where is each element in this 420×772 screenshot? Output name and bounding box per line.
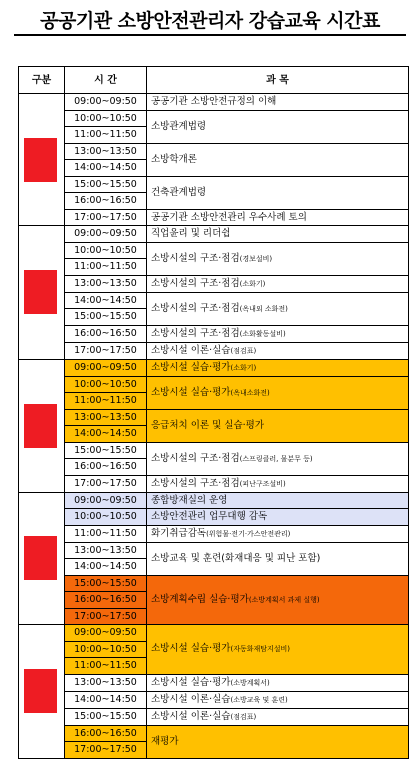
schedule-table	[18, 66, 409, 759]
time-cell: 13:00~13:50	[65, 542, 147, 559]
subject-cell	[147, 575, 409, 625]
table-row	[19, 442, 409, 459]
subject-cell	[147, 226, 409, 243]
subject-note: (자동화재탐지설비)	[230, 645, 291, 654]
subject-text: 종합방재실의 운영	[151, 494, 228, 506]
time-cell: 10:00~10:50	[65, 509, 147, 526]
table-row	[19, 143, 409, 160]
day-cell	[19, 226, 65, 360]
subject-note: (위험물·전기·가스안전관리)	[206, 529, 291, 538]
day-cell	[19, 492, 65, 625]
subject-note: (경보설비)	[239, 254, 273, 263]
subject-cell	[147, 492, 409, 509]
redaction-bar	[204, 44, 406, 58]
subject-cell	[147, 691, 409, 708]
table-header-row	[19, 67, 409, 94]
time-cell: 16:00~16:50	[65, 592, 147, 609]
time-cell: 17:00~17:50	[65, 209, 147, 226]
subject-note: (옥내외 소화전)	[239, 304, 288, 313]
subject-cell	[147, 242, 409, 275]
table-row	[19, 475, 409, 492]
subject-text: 공공기관 소방안전규정의 이해	[151, 96, 277, 108]
table-row	[19, 509, 409, 526]
day-label-redaction	[24, 404, 57, 448]
time-cell: 17:00~17:50	[65, 608, 147, 625]
subject-cell	[147, 725, 409, 758]
table-row	[19, 292, 409, 309]
time-cell: 17:00~17:50	[65, 475, 147, 492]
table-row	[19, 110, 409, 127]
table-row	[19, 242, 409, 259]
table-row	[19, 708, 409, 725]
table-row	[19, 725, 409, 742]
subject-cell	[147, 110, 409, 143]
time-cell: 09:00~09:50	[65, 226, 147, 243]
subject-cell	[147, 94, 409, 111]
subject-cell	[147, 376, 409, 409]
table-row	[19, 94, 409, 111]
table-row	[19, 275, 409, 292]
subject-cell	[147, 176, 409, 209]
subject-note: (소화기)	[239, 279, 266, 288]
subject-text-extra: (화재대응 및 피난 포함)	[221, 553, 321, 564]
table-row	[19, 376, 409, 393]
subject-text: 소방시설의 구조·점검	[151, 452, 240, 464]
subject-note: (피난구조설비)	[239, 479, 286, 488]
subject-cell	[147, 708, 409, 725]
subject-cell	[147, 325, 409, 342]
table-body	[19, 94, 409, 759]
table-row	[19, 342, 409, 359]
time-cell: 09:00~09:50	[65, 625, 147, 642]
time-cell: 11:00~11:50	[65, 393, 147, 410]
subject-text: 공공기관 소방안전관리 우수사례 토의	[151, 211, 307, 223]
time-cell: 16:00~16:50	[65, 725, 147, 742]
time-cell: 11:00~11:50	[65, 658, 147, 675]
subject-cell	[147, 409, 409, 442]
table-row	[19, 525, 409, 542]
subject-note: (소화활동설비)	[239, 329, 286, 338]
table-row	[19, 176, 409, 193]
subject-text: 화기취급감독	[151, 527, 207, 539]
time-cell: 13:00~13:50	[65, 143, 147, 160]
table-row	[19, 575, 409, 592]
subject-cell	[147, 292, 409, 325]
table-row	[19, 226, 409, 243]
time-cell: 11:00~11:50	[65, 127, 147, 144]
subject-cell	[147, 525, 409, 542]
time-cell: 15:00~15:50	[65, 575, 147, 592]
subject-text: 건축관계법령	[151, 187, 207, 198]
time-cell: 16:00~16:50	[65, 325, 147, 342]
table-row	[19, 409, 409, 426]
subject-note: (점검표)	[230, 346, 257, 355]
time-cell: 17:00~17:50	[65, 742, 147, 759]
subject-text: 응급처치 이론 및 실습·평가	[151, 420, 265, 431]
subject-text: 소방시설의 구조·점검	[151, 252, 240, 264]
subject-text: 소방시설의 구조·점검	[151, 277, 240, 289]
title-underline	[14, 34, 406, 36]
day-label-redaction	[24, 138, 57, 182]
header-division: 구분	[19, 67, 65, 94]
time-cell: 09:00~09:50	[65, 359, 147, 376]
time-cell: 13:00~13:50	[65, 275, 147, 292]
subject-cell	[147, 342, 409, 359]
subject-text: 소방시설의 구조·점검	[151, 302, 240, 314]
time-cell: 17:00~17:50	[65, 342, 147, 359]
day-label-redaction	[24, 669, 57, 713]
subject-note: (소방계획서 과제 실행)	[248, 595, 320, 604]
table-row	[19, 625, 409, 642]
subject-cell	[147, 442, 409, 475]
time-cell: 13:00~13:50	[65, 674, 147, 691]
header-time: 시 간	[65, 67, 147, 94]
table-row	[19, 542, 409, 559]
day-cell	[19, 94, 65, 226]
time-cell: 14:00~14:50	[65, 559, 147, 576]
subject-note: (소화기)	[230, 363, 257, 372]
subject-text: 소방시설 실습·평가	[151, 386, 231, 398]
time-cell: 14:00~14:50	[65, 426, 147, 443]
subject-text: 소방시설 이론·실습	[151, 344, 231, 356]
subject-text: 소방시설의 구조·점검	[151, 327, 240, 339]
subject-cell	[147, 359, 409, 376]
subject-text: 소방계획수립 실습·평가	[151, 593, 249, 605]
subject-cell	[147, 542, 409, 575]
subject-text: 직업윤리 및 리더쉽	[151, 228, 231, 240]
subject-cell	[147, 674, 409, 691]
time-cell: 09:00~09:50	[65, 492, 147, 509]
time-cell: 14:00~14:50	[65, 160, 147, 177]
time-cell: 10:00~10:50	[65, 110, 147, 127]
time-cell: 10:00~10:50	[65, 641, 147, 658]
time-cell: 10:00~10:50	[65, 242, 147, 259]
table-row	[19, 325, 409, 342]
subject-text: 소방시설 실습·평가	[151, 361, 231, 373]
subject-text: 소방안전관리 업무대행 감독	[151, 511, 268, 523]
subject-text: 소방시설의 구조·점검	[151, 477, 240, 489]
subject-cell	[147, 209, 409, 226]
subject-text: 소방시설 이론·실습	[151, 693, 231, 705]
time-cell: 16:00~16:50	[65, 193, 147, 210]
time-cell: 11:00~11:50	[65, 525, 147, 542]
subject-text: 소방관계법령	[151, 121, 207, 132]
time-cell: 09:00~09:50	[65, 94, 147, 111]
subject-text: 소방시설 이론·실습	[151, 710, 231, 722]
time-cell: 14:00~14:50	[65, 691, 147, 708]
time-cell: 10:00~10:50	[65, 376, 147, 393]
subject-text: 소방교육 및 훈련	[151, 553, 222, 564]
subject-cell	[147, 509, 409, 526]
subject-text: 소방학개론	[151, 154, 197, 165]
day-cell	[19, 625, 65, 759]
day-label-redaction	[24, 536, 57, 580]
subject-cell	[147, 275, 409, 292]
time-cell: 15:00~15:50	[65, 309, 147, 326]
table-row	[19, 359, 409, 376]
subject-cell	[147, 143, 409, 176]
header-subject: 과 목	[147, 67, 409, 94]
subject-text: 소방시설 실습·평가	[151, 676, 231, 688]
subject-note: (점검표)	[230, 712, 257, 721]
table-row	[19, 492, 409, 509]
time-cell: 14:00~14:50	[65, 292, 147, 309]
table-row	[19, 674, 409, 691]
time-cell: 15:00~15:50	[65, 442, 147, 459]
time-cell: 11:00~11:50	[65, 259, 147, 276]
subject-note: (소방교육 및 훈련)	[230, 695, 288, 704]
time-cell: 13:00~13:50	[65, 409, 147, 426]
subject-cell	[147, 475, 409, 492]
time-cell: 15:00~15:50	[65, 708, 147, 725]
subject-note: (옥내소화전)	[230, 388, 270, 397]
page-title: 공공기관 소방안전관리자 강습교육 시간표	[40, 10, 380, 32]
subject-text: 소방시설 실습·평가	[151, 643, 231, 655]
table-row	[19, 209, 409, 226]
time-cell: 16:00~16:50	[65, 459, 147, 476]
day-label-redaction	[24, 270, 57, 314]
subject-note: (스프링클러, 물분무 등)	[239, 454, 313, 463]
day-cell	[19, 359, 65, 492]
table-row	[19, 691, 409, 708]
time-cell: 15:00~15:50	[65, 176, 147, 193]
subject-note: (소방계획서)	[230, 678, 270, 687]
subject-cell	[147, 625, 409, 675]
subject-text: 재평가	[151, 736, 179, 747]
